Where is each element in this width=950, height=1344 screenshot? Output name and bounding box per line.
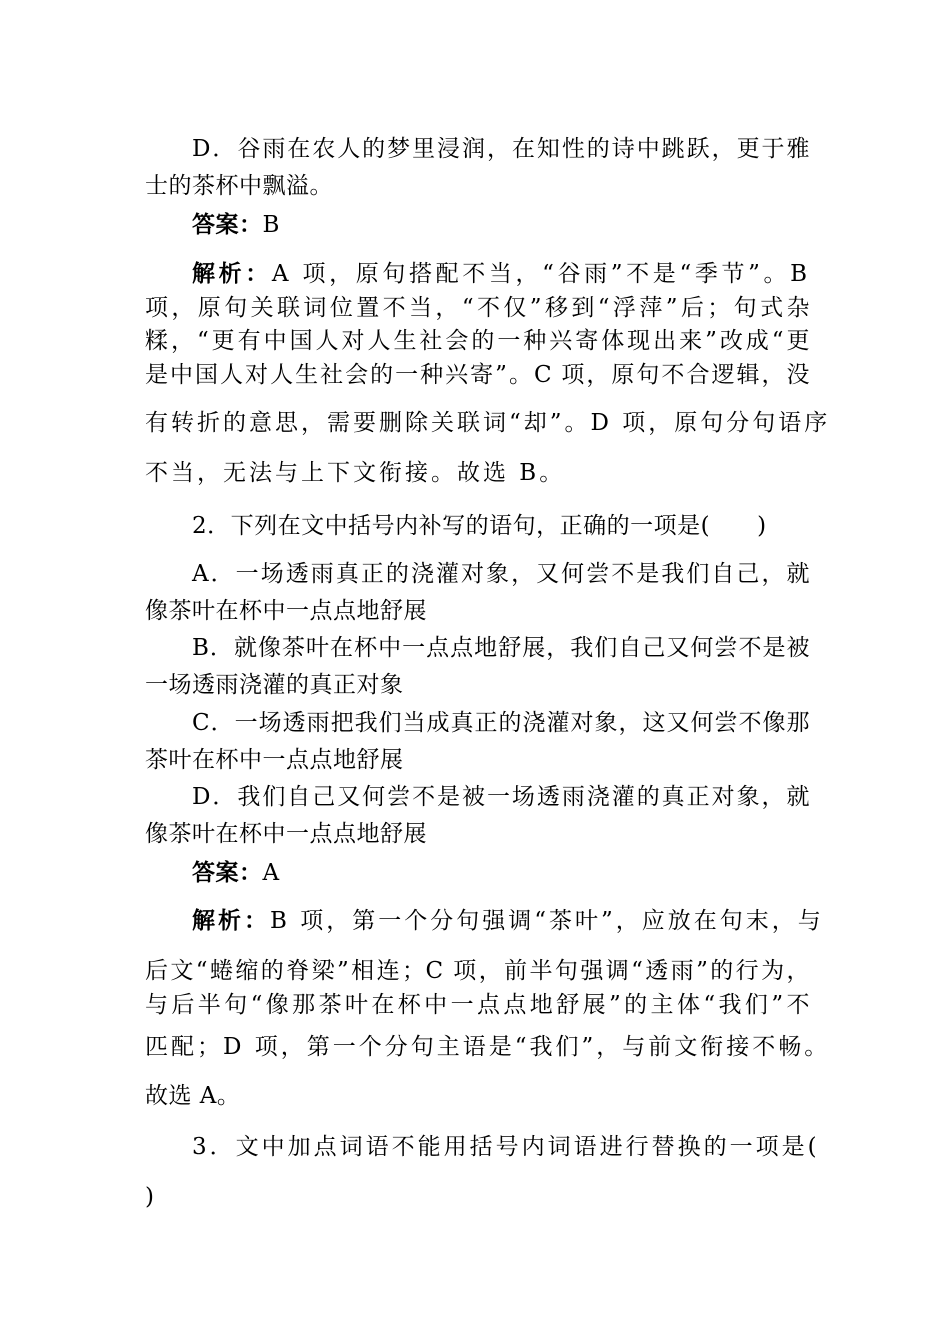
q1-option-d-line1: D．谷雨在农人的梦里浸润，在知性的诗中跳跃，更于雅	[192, 136, 810, 162]
q2-option-b-line1: B．就像茶叶在杯中一点点地舒展，我们自己又何尝不是被	[192, 635, 810, 661]
q1-answer-value: B	[262, 212, 280, 238]
q1-analysis-line: 糅，“更有中国人对人生社会的一种兴寄体现出来”改成“更	[145, 328, 810, 354]
q2-analysis-line: 匹配；D 项，第一个分句主语是“我们”，与前文衔接不畅。	[145, 1034, 831, 1060]
q2-analysis-line: 故选 A。	[145, 1083, 241, 1109]
q2-analysis-line	[192, 906, 824, 936]
q2-option-c-line2: 茶叶在杯中一点点地舒展	[145, 747, 404, 773]
q2-analysis-line: 后文“蜷缩的脊梁”相连；C 项，前半句强调“透雨”的行为，	[145, 958, 810, 984]
q1-analysis-line: 是中国人对人生社会的一种兴寄”。C 项，原句不合逻辑，没	[145, 362, 810, 388]
q1-analysis-text: A 项，原句搭配不当，“谷雨”不是“季节”。B	[271, 261, 811, 287]
q2-analysis-text: B 项，第一个分句强调“茶叶”，应放在句末，与	[270, 908, 824, 934]
q1-analysis-line: 有转折的意思，需要删除关联词“却”。D 项，原句分句语序	[145, 410, 831, 436]
q2-stem: 2．下列在文中括号内补写的语句，正确的一项是( )	[192, 513, 767, 539]
q2-option-b-line2: 一场透雨浇灌的真正对象	[145, 672, 404, 698]
q1-answer-label: 答案：	[192, 212, 263, 238]
q1-analysis-line: 不当，无法与上下文衔接。故选 B。	[145, 460, 566, 486]
q2-answer	[192, 858, 810, 888]
q2-option-d-line1: D．我们自己又何尝不是被一场透雨浇灌的真正对象，就	[192, 784, 810, 810]
q2-option-a-line1: A．一场透雨真正的浇灌对象，又何尝不是我们自己，就	[192, 561, 810, 587]
q2-answer-value: A	[262, 860, 280, 886]
q1-answer	[192, 210, 810, 240]
q1-analysis-line	[192, 259, 810, 289]
q2-option-d-line2: 像茶叶在杯中一点点地舒展	[145, 821, 427, 847]
q2-answer-label: 答案：	[192, 860, 263, 886]
q2-option-a-line2: 像茶叶在杯中一点点地舒展	[145, 598, 427, 624]
q2-analysis-label: 解析：	[192, 908, 270, 934]
q3-stem-line2: )	[145, 1184, 155, 1210]
q1-option-d-line2: 士的茶杯中飘溢。	[145, 173, 333, 199]
q2-analysis-line: 与后半句“像那茶叶在杯中一点点地舒展”的主体“我们”不	[145, 992, 810, 1018]
q1-analysis-line: 项，原句关联词位置不当，“不仅”移到“浮萍”后；句式杂	[145, 295, 810, 321]
q2-option-c-line1: C．一场透雨把我们当成真正的浇灌对象，这又何尝不像那	[192, 710, 810, 736]
q1-analysis-label: 解析：	[192, 261, 272, 287]
q3-stem-line1: 3．文中加点词语不能用括号内词语进行替换的一项是(	[192, 1134, 820, 1160]
